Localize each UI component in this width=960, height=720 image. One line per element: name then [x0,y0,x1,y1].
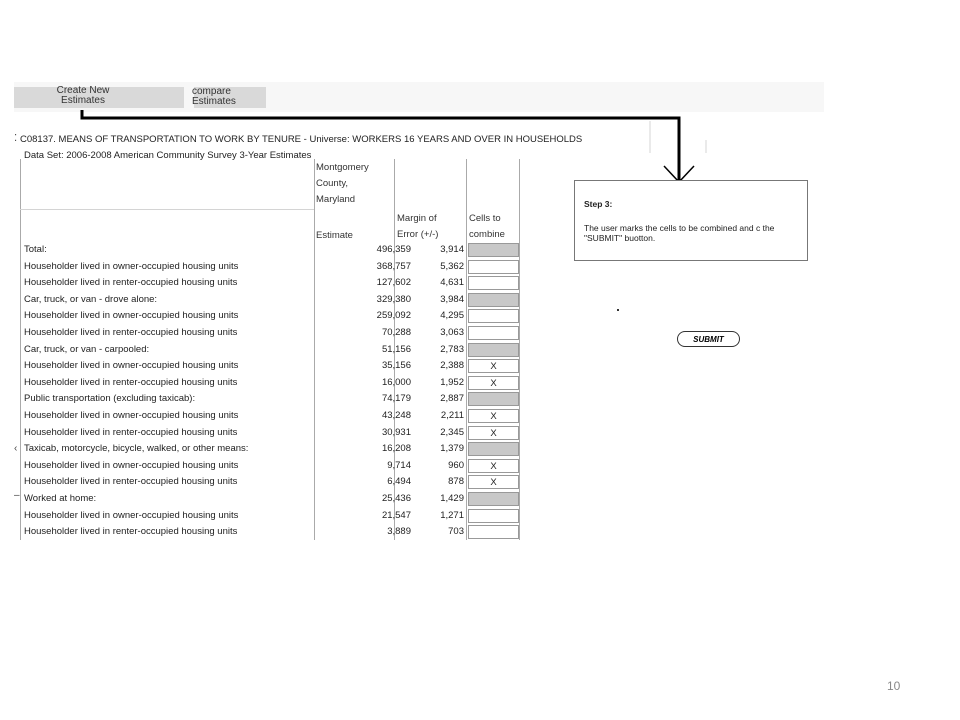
margin-of-error-value: 2,887 [440,393,464,405]
combine-cell[interactable] [468,326,519,340]
geo-header: Montgomery County, Maryland [316,162,369,205]
combine-cell [468,343,519,357]
estimate-value: 43,248 [381,410,411,421]
estimate-header: Estimate [316,230,353,241]
row-label: Householder lived in renter-occupied housing units [24,376,238,388]
table-row [20,425,520,442]
combine-cell[interactable]: X [468,376,519,390]
margin-of-error-value: 878 [448,476,464,488]
estimate-value: 70,288 [381,327,411,338]
table-row [20,342,520,359]
margin-of-error-value: 703 [448,526,464,538]
row-label: Worked at home: [24,493,97,504]
combine-cell[interactable] [468,309,519,323]
table-row [20,242,520,259]
combine-cell[interactable]: X [468,426,519,440]
estimate-value: 51,156 [381,343,411,355]
combine-cell [468,293,519,307]
estimate-value: 127,602 [376,277,411,289]
table-row [20,259,520,276]
margin-of-error-value: 1,271 [440,509,464,521]
table-row [20,458,520,475]
estimate-value: 368,757 [376,260,411,272]
margin-of-error-value: 2,783 [440,343,464,355]
row-marker-icon: – [14,490,20,501]
table-title: C08137. MEANS OF TRANSPORTATION TO WORK BY TENURE - Universe: WORKERS 16 YEARS AND OVER IN HOUSEHOLDS [20,134,583,145]
margin-of-error-value: 960 [448,459,464,471]
cells-to-combine-header: Cells to combine [469,213,505,240]
row-label: Car, truck, or van - carpooled: [24,343,150,355]
row-label: Total: [24,244,47,255]
margin-of-error-value: 4,295 [440,310,464,322]
estimate-value: 496,359 [376,244,411,255]
estimate-value: 6,494 [387,476,411,488]
margin-of-error-value: 1,952 [440,376,464,388]
combine-cell [468,492,519,506]
row-label: Householder lived in renter-occupied housing units [24,526,238,538]
callout-step: Step 3: [584,199,613,209]
row-label: Householder lived in renter-occupied housing units [24,277,238,289]
row-label: Householder lived in owner-occupied housing units [24,509,239,521]
row-marker-icon: ‹ [14,443,18,454]
table-row [20,375,520,392]
combine-cell[interactable]: X [468,409,519,423]
margin-of-error-value: 3,914 [440,244,464,255]
page-number: 10 [887,679,901,693]
row-label: Car, truck, or van - drove alone: [24,293,158,305]
table-row [20,524,520,541]
estimate-value: 3,889 [387,526,411,538]
combine-cell[interactable] [468,525,519,539]
combine-cell [468,243,519,257]
estimate-value: 329,380 [376,293,411,305]
combine-cell[interactable]: X [468,475,519,489]
row-label: Householder lived in renter-occupied housing units [24,426,238,438]
table-row [20,441,520,458]
margin-of-error-value: 5,362 [440,260,464,272]
step-callout [574,180,808,261]
table-row [20,508,520,525]
row-label: Public transportation (excluding taxicab): [24,393,196,405]
submit-button[interactable]: SUBMIT [677,331,740,347]
create-new-estimates-button[interactable]: Create New Estimates [56,85,110,106]
estimate-value: 16,208 [381,443,411,455]
table-row [20,292,520,309]
estimate-value: 21,547 [381,509,411,521]
combine-cell [468,442,519,456]
combine-cell [468,392,519,406]
margin-of-error-value: 2,345 [440,426,464,438]
combine-cell[interactable]: X [468,359,519,373]
combine-cell[interactable]: X [468,459,519,473]
margin-of-error-value: 2,211 [440,410,464,421]
margin-of-error-header: Margin of Error (+/-) [397,213,439,240]
callout-description: The user marks the cells to be combined and c the "SUBMIT" buotton. [584,223,775,243]
margin-of-error-value: 1,429 [440,493,464,504]
table-dataset: Data Set: 2006-2008 American Community Survey 3-Year Estimates [24,150,312,161]
grid-line [20,209,314,210]
table-row [20,408,520,425]
estimate-value: 74,179 [381,393,411,405]
table-row [20,325,520,342]
row-label: Householder lived in owner-occupied housing units [24,260,239,272]
margin-of-error-value: 1,379 [440,443,464,455]
table-row [20,308,520,325]
estimate-value: 16,000 [381,376,411,388]
margin-of-error-value: 4,631 [440,277,464,289]
bullet-dot [617,309,619,311]
estimate-value: 30,931 [381,426,411,438]
compare-estimates-button[interactable]: compare Estimates [192,86,236,107]
estimate-value: 9,714 [387,459,411,471]
estimate-value: 259,092 [376,310,411,322]
margin-of-error-value: 2,388 [440,360,464,372]
row-label: Householder lived in renter-occupied housing units [24,327,238,338]
combine-cell[interactable] [468,509,519,523]
estimate-value: 25,436 [381,493,411,504]
margin-of-error-value: 3,063 [440,327,464,338]
row-marker-icon: ⁚ [14,133,18,144]
combine-cell[interactable] [468,260,519,274]
table-row [20,275,520,292]
row-label: Householder lived in renter-occupied housing units [24,476,238,488]
table-row [20,358,520,375]
table-row [20,391,520,408]
row-label: Householder lived in owner-occupied housing units [24,310,239,322]
estimate-value: 35,156 [381,360,411,372]
table-row [20,474,520,491]
row-label: Householder lived in owner-occupied housing units [24,360,239,372]
combine-cell[interactable] [468,276,519,290]
row-label: Householder lived in owner-occupied housing units [24,459,239,471]
row-label: Householder lived in owner-occupied housing units [24,410,239,421]
table-row [20,491,520,508]
margin-of-error-value: 3,984 [440,293,464,305]
row-label: Taxicab, motorcycle, bicycle, walked, or other means: [24,443,249,455]
